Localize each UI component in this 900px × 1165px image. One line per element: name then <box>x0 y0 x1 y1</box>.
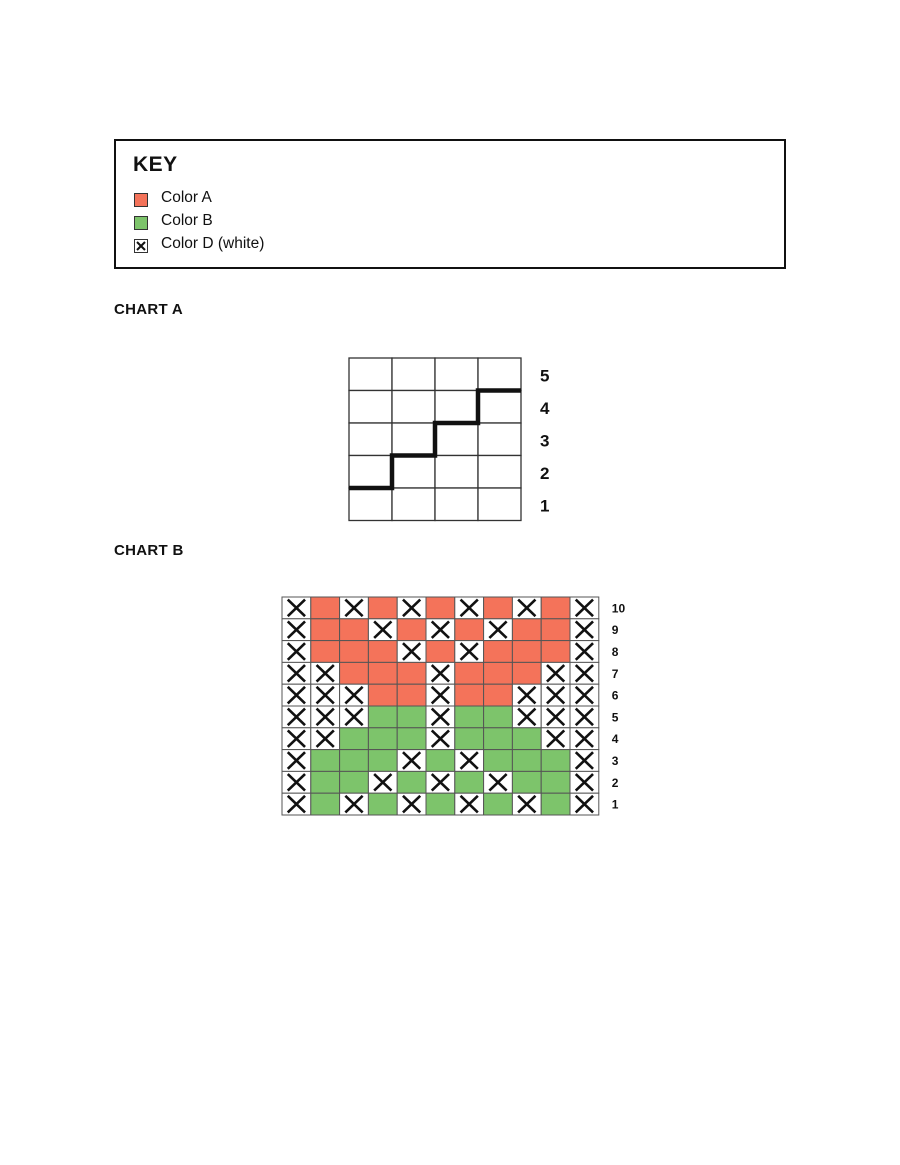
chart-b-cell-b <box>340 750 369 772</box>
chart-b-cell-a <box>397 619 426 641</box>
chart-a-cell <box>392 423 435 456</box>
chart-b-cell-a <box>484 684 513 706</box>
chart-b-cell-a <box>368 684 397 706</box>
chart-b-cell-a <box>512 619 541 641</box>
chart-b-cell-b <box>397 771 426 793</box>
chart-a-cell <box>349 391 392 424</box>
key-item-color-a <box>134 189 212 207</box>
chart-b-cell-b <box>512 728 541 750</box>
chart-a-cell <box>435 423 478 456</box>
chart-a-cell <box>478 488 521 521</box>
chart-b-grid <box>276 592 636 822</box>
chart-a-cell <box>349 358 392 391</box>
chart-b-row-label: 3 <box>611 754 619 768</box>
chart-b-row-label: 7 <box>611 666 619 681</box>
chart-b-cell-b <box>541 750 570 772</box>
chart-b-cell-a <box>455 684 484 706</box>
chart-b-cell-b <box>512 771 541 793</box>
chart-a-row-label: 3 <box>540 431 550 451</box>
chart-b-cell-a <box>340 662 369 684</box>
chart-a-cell <box>478 423 521 456</box>
chart-b-cell-b <box>484 750 513 772</box>
chart-a-grid <box>340 350 570 530</box>
chart-b-cell-a <box>311 641 340 663</box>
key-item-color-b <box>134 212 213 230</box>
chart-b-cell-b <box>311 750 340 772</box>
chart-b-row-label: 8 <box>611 645 619 659</box>
chart-a-row-label: 2 <box>540 463 550 483</box>
color-a-swatch-icon <box>134 193 148 207</box>
chart-b-cell-b <box>368 793 397 815</box>
x-mark-swatch-icon <box>134 239 148 253</box>
chart-a-cell <box>349 423 392 456</box>
chart-b-cell-b <box>311 771 340 793</box>
chart-a-cell <box>435 391 478 424</box>
chart-b-cell-a <box>541 641 570 663</box>
chart-b-row-label: 5 <box>611 710 619 725</box>
chart-a-cell <box>349 456 392 489</box>
chart-b-cell-b <box>512 750 541 772</box>
chart-b-row-label: 9 <box>611 623 619 638</box>
chart-b-cell-b <box>426 750 455 772</box>
chart-b-cell-b <box>340 771 369 793</box>
chart-b-cell-a <box>484 662 513 684</box>
chart-a-row-label: 5 <box>540 366 550 386</box>
chart-a-cell <box>349 488 392 521</box>
chart-b-row-label: 2 <box>611 775 619 790</box>
chart-a-cell <box>392 488 435 521</box>
key-item-color-d <box>134 235 264 253</box>
chart-b-cell-b <box>368 706 397 728</box>
chart-b-cell-b <box>484 728 513 750</box>
chart-b-cell-b <box>368 750 397 772</box>
chart-b-cell-a <box>512 641 541 663</box>
key-title: KEY <box>133 153 178 176</box>
chart-b-cell-b <box>426 793 455 815</box>
chart-a-cell <box>478 358 521 391</box>
chart-b-cell-a <box>340 619 369 641</box>
chart-b-cell-a <box>397 662 426 684</box>
color-b-swatch-icon <box>134 216 148 230</box>
chart-b-heading: CHART B <box>114 542 184 559</box>
chart-a-row-label: 1 <box>540 496 550 516</box>
chart-b-cell-b <box>397 728 426 750</box>
chart-a-cell <box>392 391 435 424</box>
chart-b-cell-a <box>397 684 426 706</box>
chart-b-cell-a <box>368 641 397 663</box>
chart-b-cell-a <box>541 619 570 641</box>
chart-b-row-label: 4 <box>611 732 619 747</box>
chart-b-cell-a <box>426 641 455 663</box>
chart-a-cell <box>392 456 435 489</box>
chart-b-cell-a <box>455 662 484 684</box>
chart-b-row-label: 10 <box>611 601 626 616</box>
chart-b-cell-b <box>455 728 484 750</box>
chart-a-cell <box>392 358 435 391</box>
key-legend-box <box>114 139 786 269</box>
chart-b-cell-b <box>397 706 426 728</box>
chart-b-cell-b <box>484 706 513 728</box>
chart-b-cell-b <box>484 793 513 815</box>
chart-b-cell-a <box>368 662 397 684</box>
chart-a-cell <box>435 358 478 391</box>
chart-b-cell-b <box>340 728 369 750</box>
key-item-label: Color A <box>161 189 212 206</box>
chart-b-row-label: 1 <box>611 797 619 812</box>
key-item-label: Color B <box>161 212 213 229</box>
chart-a-cell <box>478 456 521 489</box>
chart-b-cell-a <box>455 619 484 641</box>
chart-b-cell-a <box>368 597 397 619</box>
chart-a-cell <box>478 391 521 424</box>
chart-b-cell-b <box>368 728 397 750</box>
chart-b-cell-b <box>541 771 570 793</box>
chart-b-cell-a <box>541 597 570 619</box>
chart-a-cell <box>435 456 478 489</box>
chart-a-row-label: 4 <box>540 398 550 418</box>
chart-b-cell-b <box>541 793 570 815</box>
chart-b-cell-a <box>512 662 541 684</box>
chart-b-cell-a <box>426 597 455 619</box>
chart-b-cell-b <box>455 771 484 793</box>
chart-b-cell-b <box>455 706 484 728</box>
key-item-label: Color D (white) <box>161 235 265 252</box>
chart-a-cell <box>435 488 478 521</box>
chart-b-cell-a <box>340 641 369 663</box>
chart-a-heading: CHART A <box>114 301 184 318</box>
chart-b-cell-b <box>311 793 340 815</box>
chart-b-cell-a <box>484 641 513 663</box>
chart-b-row-label: 6 <box>611 688 619 703</box>
chart-b-cell-a <box>311 619 340 641</box>
chart-b-cell-a <box>484 597 513 619</box>
chart-b-cell-a <box>311 597 340 619</box>
